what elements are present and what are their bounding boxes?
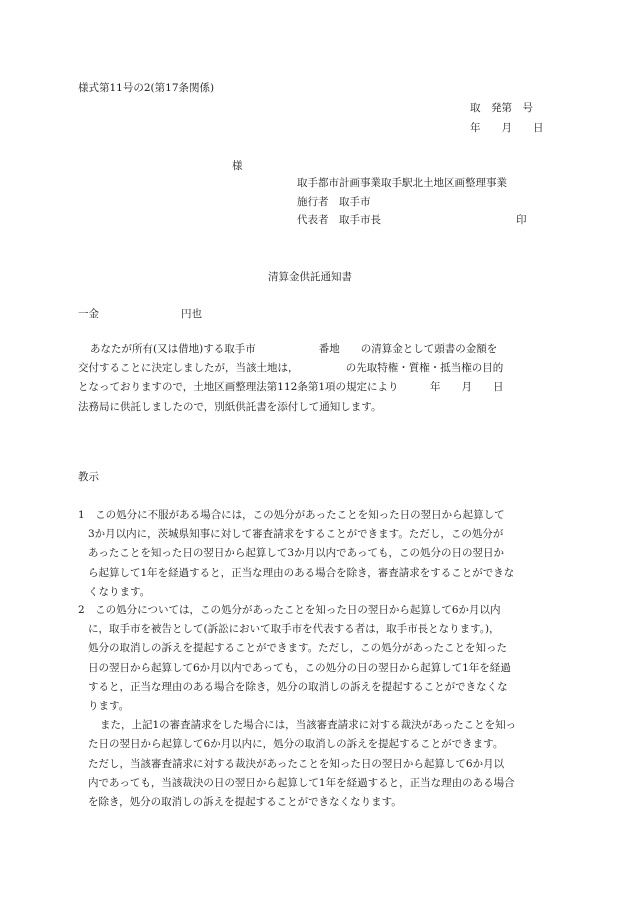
item-number: 1: [78, 509, 85, 521]
item-line: また，上記1の審査請求をした場合には，当該審査請求に対する裁決があったことを知っ: [100, 719, 517, 732]
item-line: すると，正当な理由のある場合を除き，処分の取消しの訴えを提起することができなくな: [88, 680, 508, 693]
addressee-suffix: 様: [232, 160, 243, 172]
item-line: この処分に不服がある場合には，この処分があったことを知った日の翌日から起算して: [95, 509, 505, 521]
amount-label: 一金: [78, 308, 99, 320]
body-line: 法務局に供託しましたので，別紙供託書を添付して通知します。: [78, 400, 382, 413]
document-number: 取 発第 号: [470, 102, 533, 114]
notice-body: [78, 340, 554, 417]
body-line: 交付することに決定しましたが，当該土地は， の先取特権・質権・抵当権の目的: [78, 362, 504, 375]
issue-date: 年 月 日: [470, 122, 544, 134]
item-line: 内であっても，当該裁決の日の翌日から起算して1年を経過すると，正当な理由のある場合: [88, 776, 515, 789]
item-line: を除き，処分の取消しの訴えを提起することができなくなります。: [88, 796, 402, 809]
item-line: 日の翌日から起算して6か月以内であっても，この処分の日の翌日から起算して1年を経過: [88, 661, 511, 674]
form-number: 様式第11号の2(第17条関係): [78, 82, 215, 94]
executor: 施行者 取手市: [297, 196, 371, 208]
notice-heading: 教示: [78, 471, 99, 483]
item-line: ただし，当該審査請求に対する裁決があったことを知った日の翌日から起算して6か月以: [88, 757, 505, 770]
item-line: 3か月以内に，茨城県知事に対して審査請求をすることができます。ただし，この処分が: [88, 528, 504, 541]
item-line: ります。: [88, 700, 130, 713]
project-name: 取手都市計画事業取手駅北土地区画整理事業: [297, 177, 507, 189]
instruction-item-2: [78, 601, 554, 812]
item-line: に，取手市を被告として(訴訟において取手市を代表する者は，取手市長となります。)，: [88, 623, 500, 636]
item-number: 2: [78, 604, 85, 616]
item-line: ら起算して1年を経過すると，正当な理由のある場合を除き，審査請求をすることができな: [88, 566, 515, 579]
body-line: あなたが所有(又は借地)する取手市 番地 の清算金として頭書の金額を: [90, 343, 498, 355]
representative: 代表者 取手市長: [297, 214, 381, 226]
item-line: くなります。: [88, 585, 151, 598]
item-line: た日の翌日から起算して6か月以内に，処分の取消しの訴えを提起することができます。: [88, 738, 504, 751]
item-line: あったことを知った日の翌日から起算して3か月以内であっても，この処分の日の翌日か: [88, 547, 504, 560]
instruction-item-1: [78, 506, 554, 602]
body-line: となっておりますので，土地区画整理法第112条第1項の規定により 年 月 日: [78, 381, 504, 394]
document-title: 清算金供託通知書: [268, 271, 352, 283]
item-line: この処分については，この処分があったことを知った日の翌日から起算して6か月以内: [95, 604, 501, 616]
item-line: 処分の取消しの訴えを提起することができます。ただし，この処分があったことを知った: [88, 642, 508, 655]
seal-mark: 印: [516, 214, 527, 226]
amount-unit: 円也: [181, 308, 202, 320]
